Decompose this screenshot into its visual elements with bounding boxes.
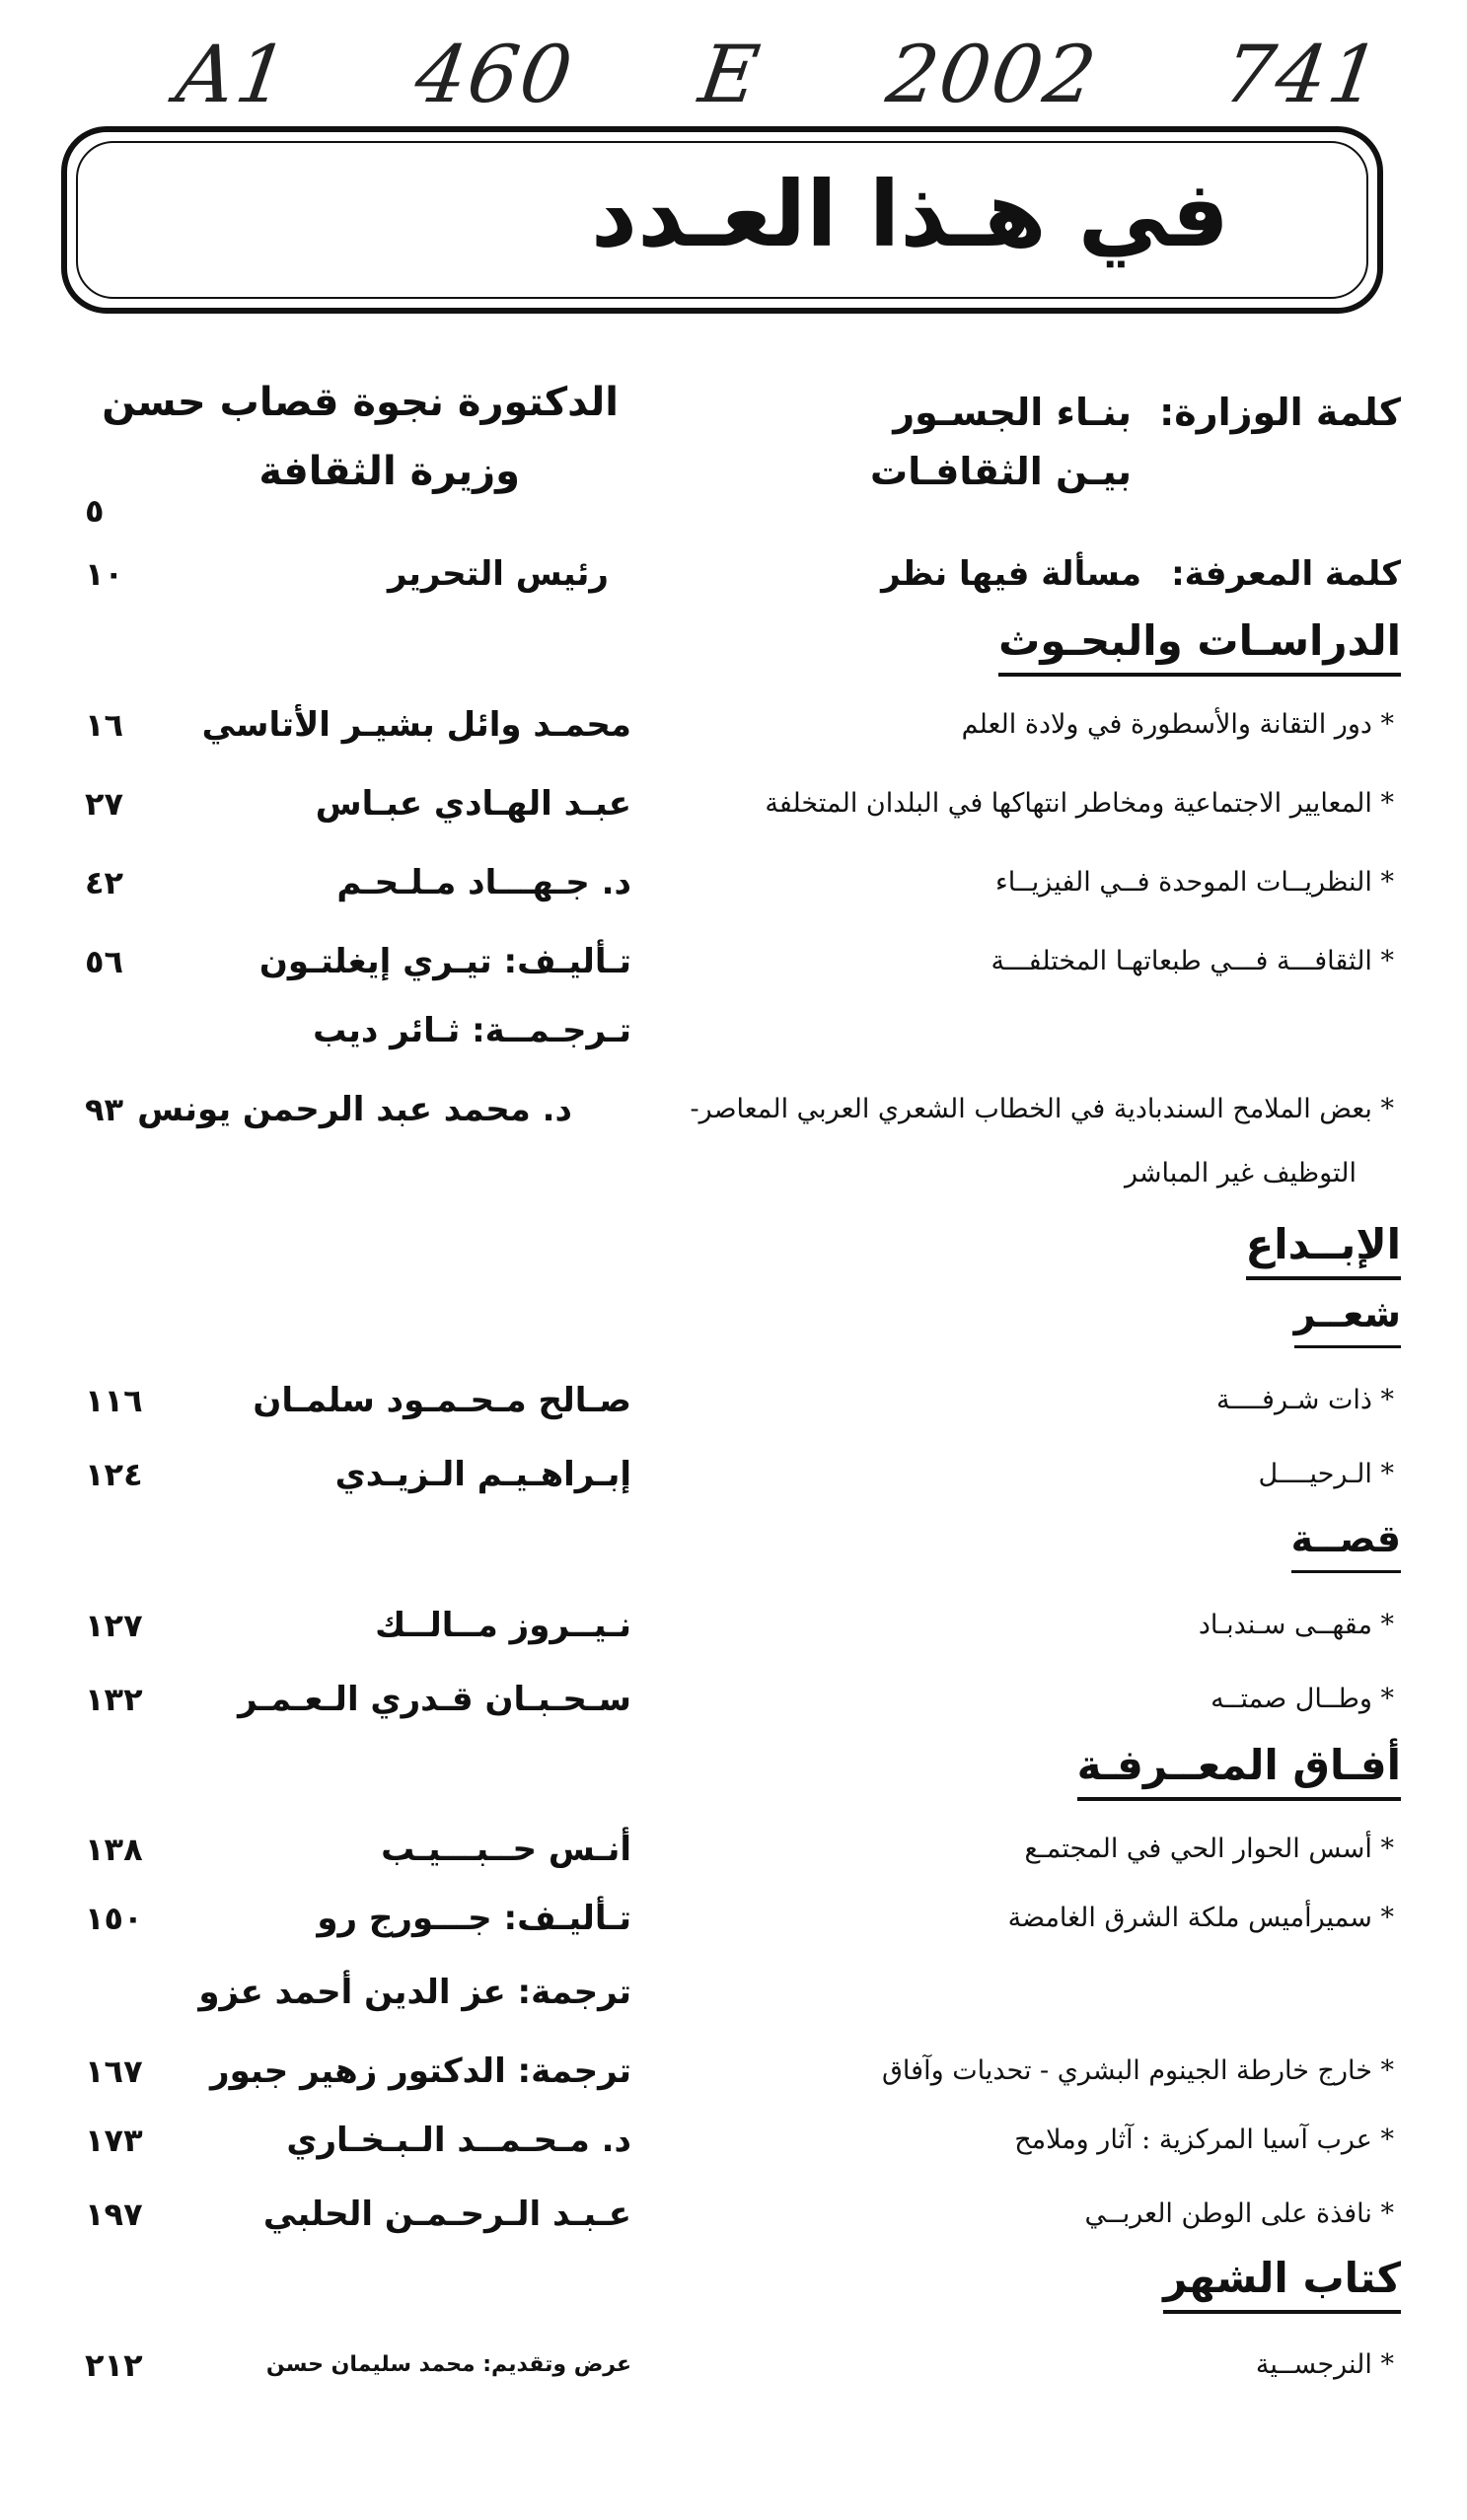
section-heading-horizons: أفـاق المعــرفـة bbox=[1077, 1736, 1401, 1801]
list-item bbox=[59, 2042, 1401, 2107]
page-number: ١٠ bbox=[85, 555, 124, 593]
page-number: ٢٧ bbox=[85, 785, 124, 823]
page-title: في هـذا العـدد bbox=[590, 162, 1229, 267]
item-title: * نافذة على الوطن العربــي bbox=[1084, 2198, 1394, 2229]
knowledge-speech-title: مسألة فيها نظر bbox=[881, 554, 1141, 594]
page-number: ٩٣ bbox=[85, 1091, 124, 1128]
page-number: ٢١٢ bbox=[85, 2346, 143, 2384]
catalog-code-part: 2002 bbox=[881, 28, 1104, 120]
section-heading-poetry: شعــر bbox=[1294, 1284, 1401, 1348]
catalog-code-part: 460 bbox=[409, 28, 580, 120]
section-heading-studies: الدراسـات والبحـوث bbox=[998, 612, 1401, 677]
item-title: * مقهــى سـندبـاد bbox=[1198, 1610, 1394, 1640]
item-title: * خارج خارطة الجينوم البشري - تحديات وآفاق bbox=[881, 2055, 1394, 2086]
section-heading-book: كتاب الشهر bbox=[1163, 2249, 1401, 2314]
list-item bbox=[59, 2336, 1401, 2401]
item-title: * سميرأميس ملكة الشرق الغامضة bbox=[1007, 1903, 1394, 1933]
item-author: محمـد وائل بشيـر الأتاسي bbox=[201, 705, 631, 745]
list-item bbox=[59, 1889, 1401, 1954]
list-item-continuation bbox=[59, 1144, 1401, 1209]
section-heading-creativity: الإبــداع bbox=[1246, 1215, 1402, 1280]
item-title: * المعايير الاجتماعية ومخاطر انتهاكها في البلدان المتخلفة bbox=[765, 788, 1394, 819]
ministry-speech-title-line2: بيـن الثقافـات bbox=[870, 450, 1132, 493]
item-author: د. محمد عبد الرحمن يونس bbox=[137, 1090, 572, 1129]
section-heading-story: قصــة bbox=[1291, 1509, 1401, 1573]
item-author: د. مـحـمــد الـبـخـاري bbox=[286, 2121, 631, 2160]
list-item bbox=[59, 853, 1401, 918]
page-number: ١٥٠ bbox=[85, 1900, 143, 1937]
list-item bbox=[59, 2111, 1401, 2176]
item-title: * عرب آسيا المركزية : آثار وملامح bbox=[1014, 2124, 1394, 2155]
page-number: ١٢٧ bbox=[85, 1607, 143, 1644]
item-author: سـحـبـان قـدري الـعـمـر bbox=[238, 1680, 631, 1719]
list-item bbox=[59, 1820, 1401, 1885]
catalog-code-part: A1 bbox=[171, 28, 296, 120]
page-number: ١١٦ bbox=[85, 1382, 143, 1419]
item-author: نـيــروز مــالــك bbox=[375, 1606, 631, 1645]
item-author: عرض وتقديم: محمد سليمان حسن bbox=[265, 2352, 631, 2377]
item-title: * النرجســية bbox=[1255, 2349, 1394, 2380]
list-item bbox=[59, 1670, 1401, 1735]
item-title: * دور التقانة والأسطورة في ولادة العلم bbox=[961, 709, 1394, 740]
item-title: * ذات شـرفــــة bbox=[1215, 1385, 1394, 1415]
item-title: * الـرحيــــل bbox=[1258, 1459, 1394, 1489]
list-item bbox=[59, 774, 1401, 839]
list-item bbox=[59, 1001, 1401, 1066]
knowledge-speech-label: كلمة المعرفة: bbox=[1171, 554, 1401, 594]
page-number: ١٩٧ bbox=[85, 2196, 143, 2233]
list-item bbox=[59, 1080, 1401, 1145]
item-author: صـالح مـحـمـود سلمـان bbox=[253, 1381, 631, 1420]
item-author: تـأليـف: تيـري إيغلتـون bbox=[258, 942, 631, 981]
item-author: أنـس حــبـــيـب bbox=[381, 1830, 631, 1869]
item-title: * وطــال صمتــه bbox=[1210, 1684, 1394, 1714]
page-number: ١٢٤ bbox=[85, 1456, 143, 1493]
list-item bbox=[59, 932, 1401, 997]
page-number: ١٣٢ bbox=[85, 1681, 143, 1718]
item-translator: ترجمة: عز الدين أحمد عزو bbox=[198, 1973, 631, 2012]
item-author: عـبـد الـرحـمـن الحلبي bbox=[262, 2195, 631, 2234]
item-title: * أسس الحوار الحي في المجتمـع bbox=[1024, 1834, 1394, 1864]
catalog-code-part: E bbox=[694, 28, 768, 120]
item-title: * الثقافـــة فـــي طبعاتهـا المختلفـــة bbox=[990, 946, 1394, 976]
item-author: إبـراهـيـم الـزيـدي bbox=[334, 1455, 631, 1494]
list-item bbox=[59, 2185, 1401, 2250]
page-number: ١٣٨ bbox=[85, 1831, 143, 1868]
page-number: ٤٢ bbox=[85, 864, 124, 901]
knowledge-speech-author: رئيس التحرير bbox=[388, 554, 609, 594]
catalog-code-part: 741 bbox=[1217, 28, 1388, 120]
item-author: تـأليـف: جـــورج رو bbox=[317, 1899, 631, 1938]
page-number: ١٦٧ bbox=[85, 2052, 143, 2090]
item-title: * بعض الملامح السندبادية في الخطاب الشعري العربي المعاصر- bbox=[690, 1094, 1394, 1124]
title-frame bbox=[61, 126, 1383, 314]
ministry-speech-title-line1: بنـاء الجسـور bbox=[893, 391, 1132, 434]
ministry-speech-label: كلمة الوزارة: bbox=[1159, 391, 1401, 434]
item-author: د. جـهـــاد مـلـحـم bbox=[336, 863, 631, 902]
list-item bbox=[59, 1963, 1401, 2028]
page-number: ١٦ bbox=[85, 706, 124, 744]
ministry-speech-author-role: وزيرة الثقافة bbox=[258, 449, 520, 494]
ministry-speech-author: الدكتورة نجوة قصاب حسن bbox=[102, 380, 619, 425]
item-title-continuation: التوظيف غير المباشر bbox=[1125, 1158, 1357, 1188]
page-number: ٥ bbox=[85, 492, 105, 530]
item-translator: تـرجـمــة: ثـائر ديب bbox=[313, 1011, 631, 1050]
handwritten-catalog-code bbox=[171, 20, 1388, 128]
page-number: ٥٦ bbox=[85, 943, 124, 980]
list-item bbox=[59, 1596, 1401, 1661]
page-number: ١٧٣ bbox=[85, 2122, 143, 2159]
item-title: * النظريــات الموحدة فــي الفيزيــاء bbox=[995, 867, 1394, 898]
item-author: ترجمة: الدكتور زهير جبور bbox=[210, 2052, 631, 2091]
item-author: عبـد الهـادي عبـاس bbox=[315, 784, 631, 824]
list-item bbox=[59, 1445, 1401, 1510]
list-item bbox=[59, 1371, 1401, 1436]
list-item bbox=[59, 695, 1401, 760]
